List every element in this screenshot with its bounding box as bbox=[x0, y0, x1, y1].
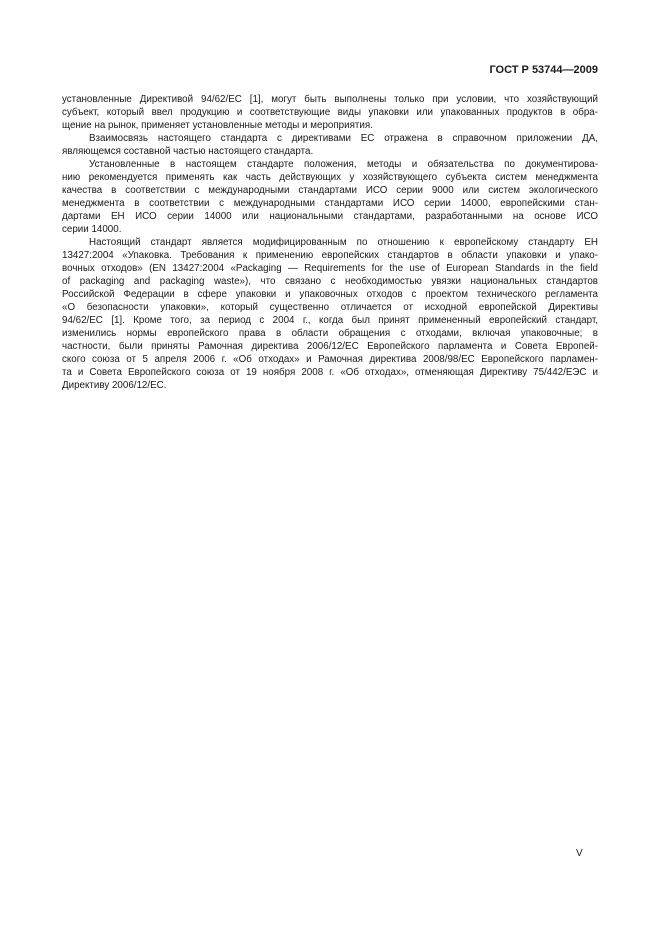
text-line: качества в соответствии с международными стандартами ИСО серии 9000 или систем экологического bbox=[62, 185, 598, 196]
paragraph bbox=[62, 93, 598, 132]
text-line: «О безопасности упаковки», который существенно отличается от исходной европейской Директивы bbox=[62, 302, 598, 313]
text-line: менеджмента в соответствии с международными стандартами ИСО серии 14000, европейскими стан- bbox=[62, 198, 598, 209]
text-line: вочных отходов» (EN 13427:2004 «Packaging — Requirements for the use of European Standards in the field bbox=[62, 263, 598, 274]
paragraph bbox=[62, 236, 598, 392]
text-line: серии 14000. bbox=[62, 224, 122, 235]
text-line: Директиву 2006/12/ЕС. bbox=[62, 380, 167, 391]
text-line: Установленные в настоящем стандарте положения, методы и обязательства по документирова- bbox=[89, 159, 598, 170]
text-line: нию рекомендуется применять как часть действующих у хозяйствующего субъекта систем менеджмента bbox=[62, 172, 598, 183]
page-number: V bbox=[576, 848, 583, 859]
document-code-header: ГОСТ Р 53744—2009 bbox=[489, 64, 598, 76]
text-line: 13427:2004 «Упаковка. Требования к применению европейских стандартов в области упаковки и упако- bbox=[62, 250, 598, 261]
paragraph bbox=[62, 132, 598, 158]
text-line: Взаимосвязь настоящего стандарта с директивами ЕС отражена в справочном приложении ДА, bbox=[89, 133, 598, 144]
text-line: of packaging and packaging waste»), что связано с необходимостью увязки национальных стандартов bbox=[62, 276, 598, 287]
text-line: установленные Директивой 94/62/ЕС [1], могут быть выполнены только при условии, что хозяйствующий bbox=[62, 94, 598, 105]
text-line: Российской Федерации в сфере упаковки и упаковочных отходов с проектом технического регламента bbox=[62, 289, 598, 300]
text-line: субъект, который ввел продукцию и соответствующие виды упаковки или упакованных продуктов в обра- bbox=[62, 107, 598, 118]
text-line: 94/62/ЕС [1]. Кроме того, за период с 2004 г., когда был принят примененный европейский стандарт, bbox=[62, 315, 598, 326]
body-text bbox=[62, 93, 598, 392]
text-line: дартами ЕН ИСО серии 14000 или национальными стандартами, разработанными на основе ИСО bbox=[62, 211, 598, 222]
text-line: частности, были приняты Рамочная директива 2006/12/ЕС Европейского парламента и Совета Европей- bbox=[62, 341, 598, 352]
text-line: та и Совета Европейского союза от 19 ноября 2008 г. «Об отходах», отменяющая Директиву 75/442/ЕЭС и bbox=[62, 367, 598, 378]
text-line: щение на рынок, применяет установленные методы и мероприятия. bbox=[62, 120, 373, 131]
paragraph bbox=[62, 158, 598, 236]
text-line: Настоящий стандарт является модифицированным по отношению к европейскому стандарту ЕН bbox=[89, 237, 598, 248]
text-line: являющемся составной частью настоящего стандарта. bbox=[62, 146, 314, 157]
text-line: изменились нормы европейского права в области обращения с отходами, включая упаковочные; в bbox=[62, 328, 598, 339]
text-line: ского союза от 5 апреля 2006 г. «Об отходах» и Рамочная директива 2008/98/ЕС Европейского парламен- bbox=[62, 354, 598, 365]
